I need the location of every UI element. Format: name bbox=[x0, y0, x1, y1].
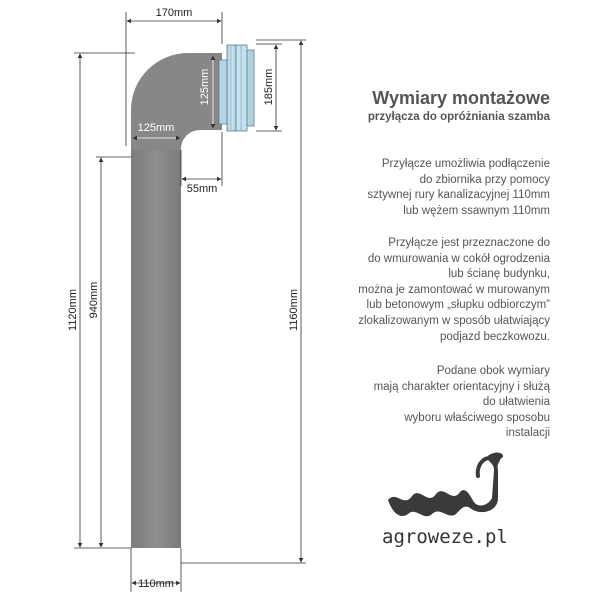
paragraph-line: zlokalizowanym w sposób ułatwiający bbox=[358, 314, 550, 327]
pipe-vertical bbox=[131, 150, 181, 548]
connector-flange bbox=[219, 45, 254, 131]
dim-total-left: 1120mm bbox=[67, 289, 79, 331]
dim-elbow-vertical: 125mm bbox=[199, 68, 211, 106]
dim-offset: 55mm bbox=[186, 183, 218, 195]
paragraph-line: można je zamontować w murowanym bbox=[358, 283, 550, 296]
paragraph-line: sztywnej rury kanalizacyjnej 110mm bbox=[367, 189, 550, 202]
dim-elbow-horizontal: 125mm bbox=[137, 122, 175, 134]
logo-text: agroweze.pl bbox=[382, 526, 508, 548]
paragraph-line: Przyłącze jest przeznaczone do bbox=[388, 237, 550, 249]
dim-top-width: 170mm bbox=[155, 7, 193, 19]
description-paragraph-3 bbox=[290, 364, 550, 442]
dim-pipe-width: 110mm bbox=[138, 578, 174, 590]
page-title: Wymiary montażowe bbox=[372, 88, 550, 108]
description-paragraph-1 bbox=[290, 157, 550, 219]
paragraph-line: lub ścianę budynku, bbox=[448, 268, 550, 281]
paragraph-line: Przyłącze umożliwia podłączenie bbox=[381, 158, 550, 170]
page-subtitle: przyłącza do opróżniania szamba bbox=[367, 111, 550, 123]
description-paragraph-2 bbox=[290, 236, 550, 345]
dim-total-right: 1160mm bbox=[288, 289, 300, 331]
paragraph-line: lub wężem ssawnym 110mm bbox=[403, 204, 550, 217]
paragraph-line: lub betonowym „słupku odbiorczym” bbox=[366, 299, 550, 312]
dim-flange-height: 185mm bbox=[263, 68, 275, 106]
paragraph-line: mają charakter orientacyjny i służą bbox=[373, 380, 550, 393]
paragraph-line: wyboru właściwego sposobu bbox=[404, 411, 550, 424]
paragraph-line: Podane obok wymiary bbox=[436, 365, 550, 377]
paragraph-line: do wmurowania w cokół ogrodzenia bbox=[367, 252, 550, 265]
snake-hose-logo-icon bbox=[388, 453, 503, 517]
dim-pipe-height: 940mm bbox=[88, 281, 100, 319]
paragraph-line: do zbiornika przy pomocy bbox=[419, 173, 550, 186]
paragraph-line: instalacji bbox=[505, 427, 550, 440]
pipe-drawing bbox=[131, 45, 254, 548]
paragraph-line: do ułatwienia bbox=[482, 396, 550, 409]
paragraph-line: podjazd beczkowozu. bbox=[440, 330, 550, 343]
